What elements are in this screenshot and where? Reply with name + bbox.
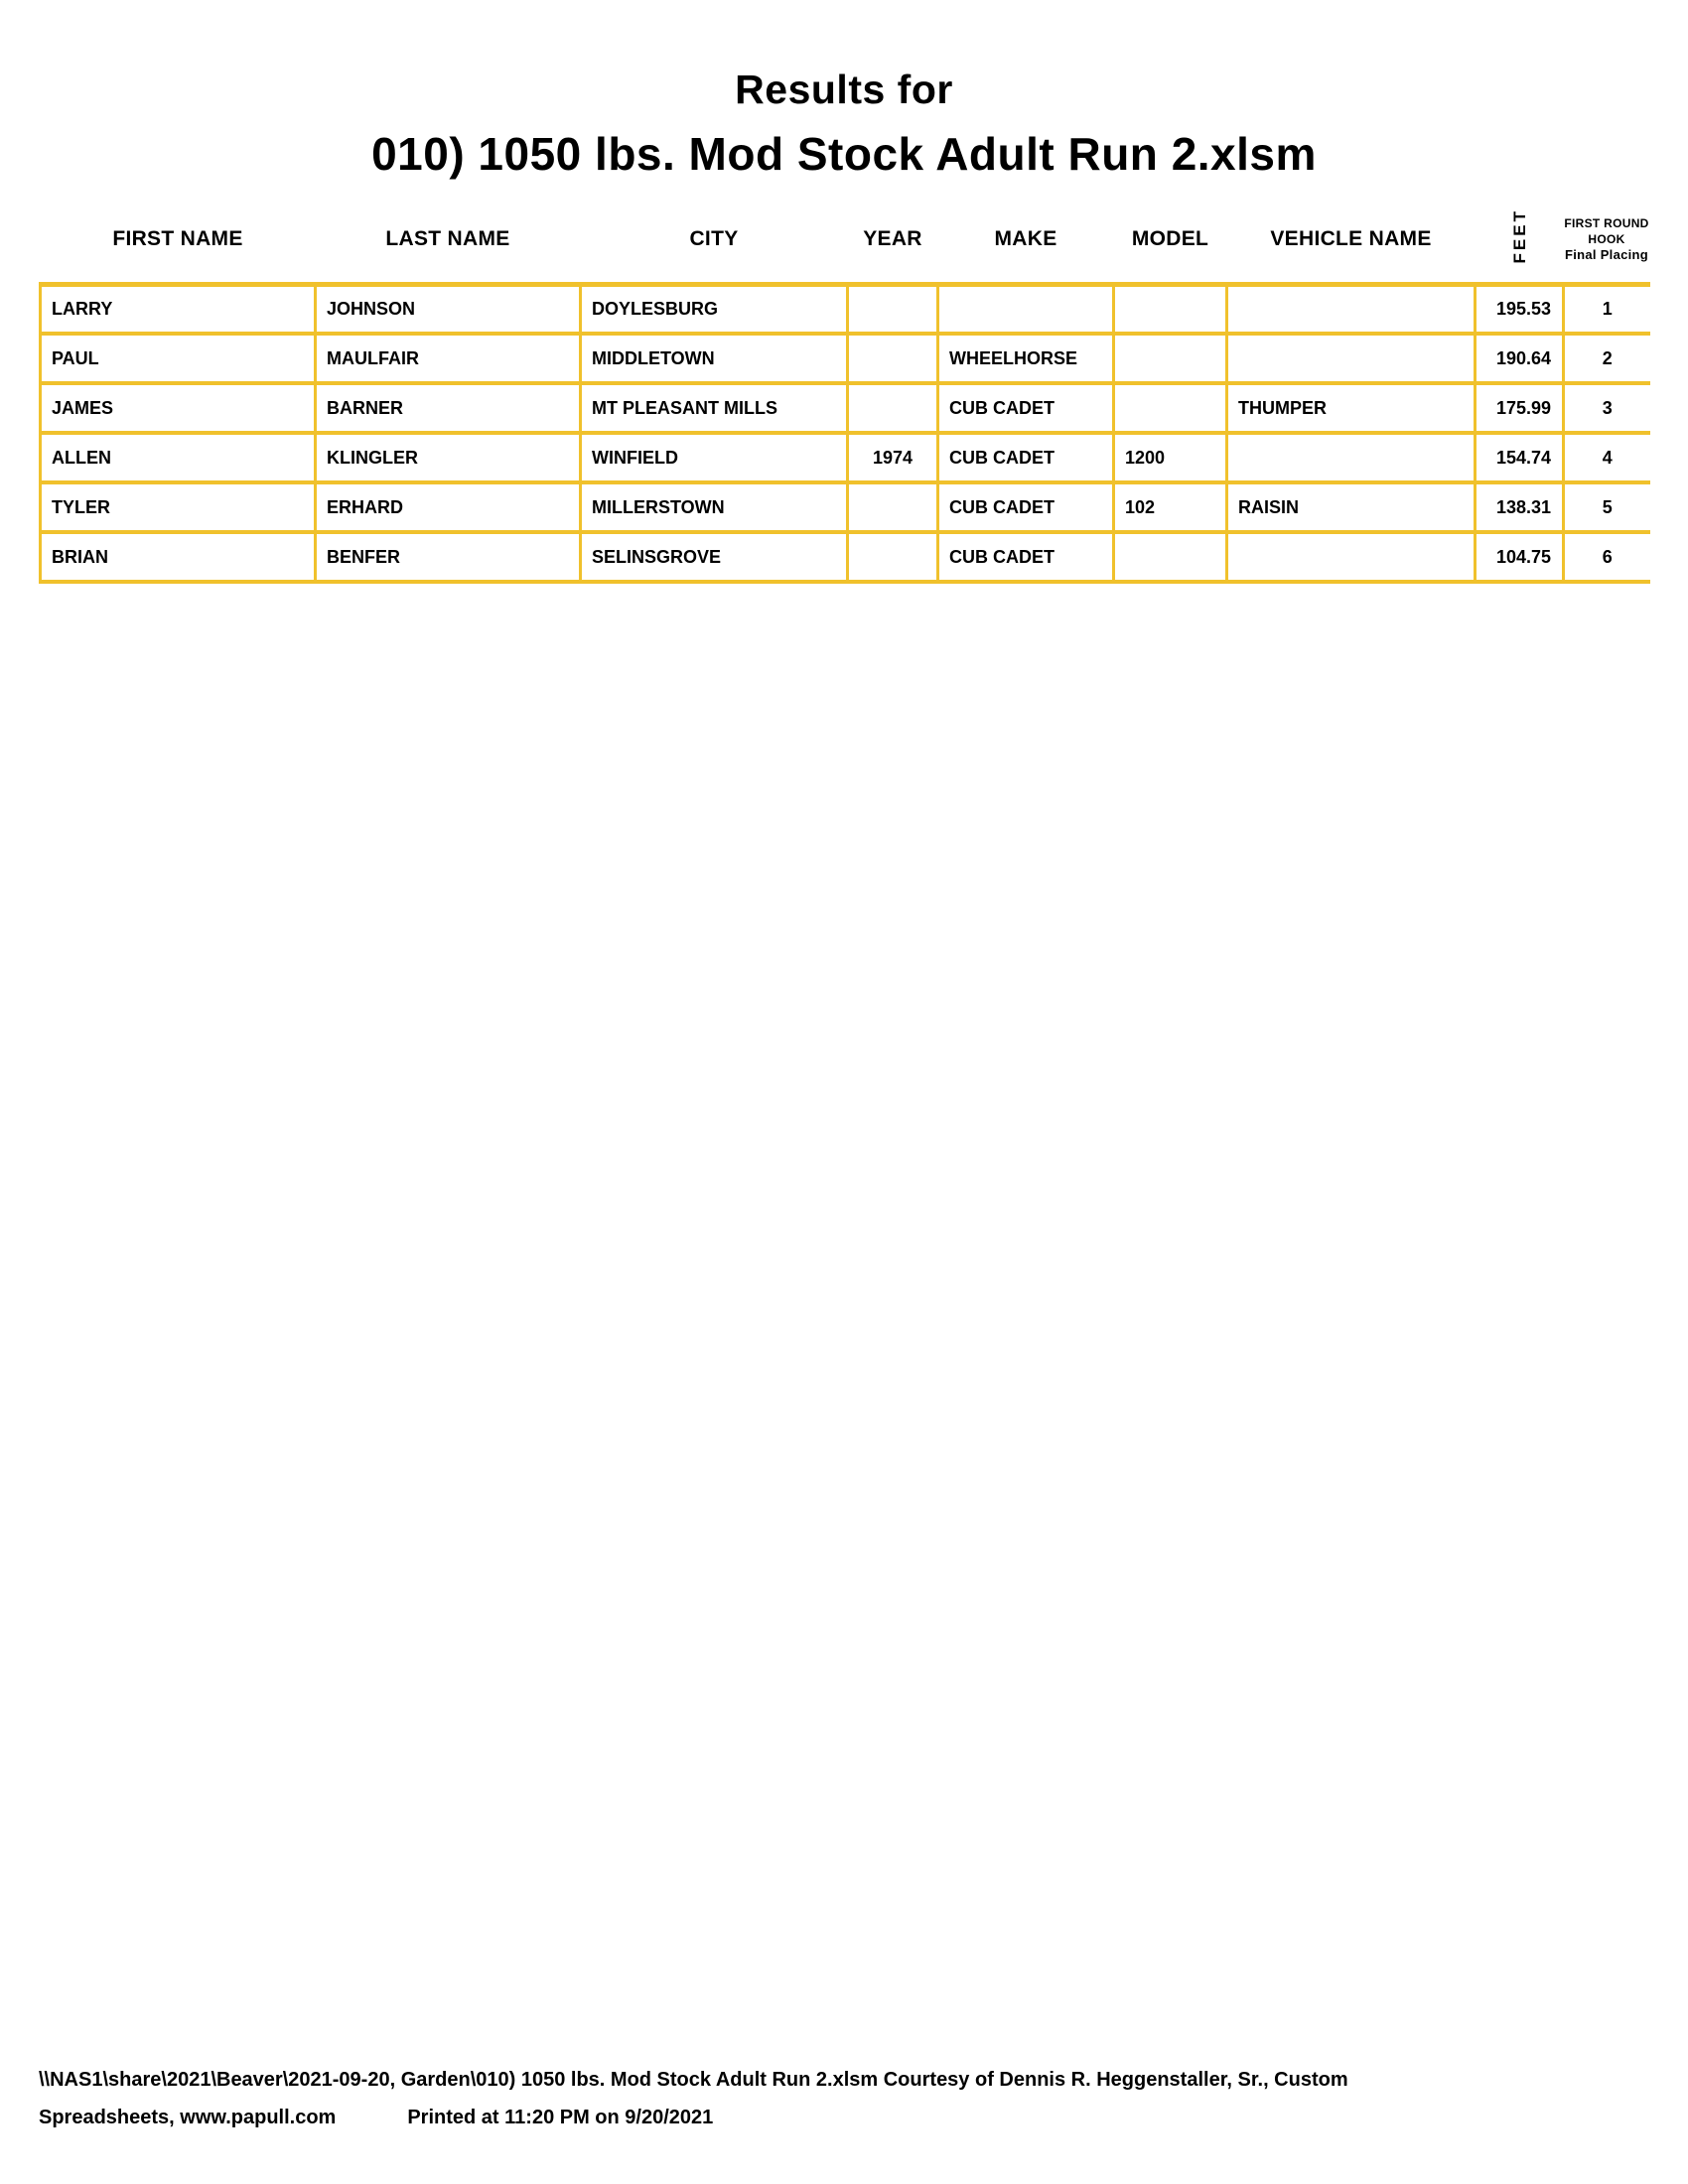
- report-header: [0, 0, 1688, 179]
- cell-feet: 104.75: [1476, 532, 1564, 582]
- cell-placing: 1: [1564, 284, 1650, 334]
- cell-first-name: TYLER: [41, 482, 316, 532]
- cell-model: 1200: [1114, 433, 1227, 482]
- cell-model: [1114, 284, 1227, 334]
- placing-header-line2: HOOK: [1588, 231, 1625, 246]
- cell-make: CUB CADET: [938, 532, 1114, 582]
- results-table: [39, 197, 1650, 584]
- cell-vehicle-name: RAISIN: [1227, 482, 1476, 532]
- table-row: [41, 532, 1650, 582]
- cell-make: CUB CADET: [938, 383, 1114, 433]
- cell-first-name: ALLEN: [41, 433, 316, 482]
- cell-placing: 4: [1564, 433, 1650, 482]
- table-row: [41, 284, 1650, 334]
- table-row: [41, 433, 1650, 482]
- cell-year: [848, 383, 938, 433]
- table-row: [41, 482, 1650, 532]
- header-row: [41, 197, 1650, 284]
- footer-filepath-line: \\NAS1\share\2021\Beaver\2021-09-20, Garden\010) 1050 lbs. Mod Stock Adult Run 2.xlsm Courtesy of Dennis R. Heggenstaller, Sr., Custom: [39, 2069, 1348, 2091]
- cell-feet: 154.74: [1476, 433, 1564, 482]
- cell-feet: 195.53: [1476, 284, 1564, 334]
- cell-year: 1974: [848, 433, 938, 482]
- header-first-name: FIRST NAME: [112, 226, 243, 250]
- cell-city: MIDDLETOWN: [581, 334, 848, 383]
- cell-model: 102: [1114, 482, 1227, 532]
- cell-placing: 5: [1564, 482, 1650, 532]
- footer-website-text: Spreadsheets, www.papull.com: [39, 2107, 337, 2128]
- cell-vehicle-name: [1227, 284, 1476, 334]
- cell-first-name: BRIAN: [41, 532, 316, 582]
- header-placing: [1564, 197, 1650, 284]
- header-year: YEAR: [863, 226, 922, 250]
- cell-feet: 175.99: [1476, 383, 1564, 433]
- cell-last-name: ERHARD: [316, 482, 581, 532]
- cell-vehicle-name: [1227, 334, 1476, 383]
- cell-city: MILLERSTOWN: [581, 482, 848, 532]
- placing-header-line1: FIRST ROUND: [1564, 215, 1649, 230]
- cell-last-name: BARNER: [316, 383, 581, 433]
- cell-year: [848, 334, 938, 383]
- cell-make: [938, 284, 1114, 334]
- page-title: Results for: [735, 67, 953, 112]
- cell-year: [848, 532, 938, 582]
- table-row: [41, 334, 1650, 383]
- cell-placing: 3: [1564, 383, 1650, 433]
- cell-last-name: MAULFAIR: [316, 334, 581, 383]
- header-model: MODEL: [1131, 226, 1209, 250]
- cell-make: CUB CADET: [938, 482, 1114, 532]
- cell-first-name: LARRY: [41, 284, 316, 334]
- cell-make: CUB CADET: [938, 433, 1114, 482]
- cell-vehicle-name: [1227, 532, 1476, 582]
- cell-feet: 138.31: [1476, 482, 1564, 532]
- cell-placing: 6: [1564, 532, 1650, 582]
- cell-model: [1114, 334, 1227, 383]
- header-last-name: LAST NAME: [385, 226, 510, 250]
- table-row: [41, 383, 1650, 433]
- cell-model: [1114, 383, 1227, 433]
- header-city: CITY: [689, 226, 739, 250]
- placing-header-block: [1564, 215, 1650, 263]
- cell-first-name: PAUL: [41, 334, 316, 383]
- cell-first-name: JAMES: [41, 383, 316, 433]
- cell-city: DOYLESBURG: [581, 284, 848, 334]
- cell-placing: 2: [1564, 334, 1650, 383]
- cell-vehicle-name: THUMPER: [1227, 383, 1476, 433]
- cell-model: [1114, 532, 1227, 582]
- cell-city: MT PLEASANT MILLS: [581, 383, 848, 433]
- cell-year: [848, 482, 938, 532]
- cell-last-name: BENFER: [316, 532, 581, 582]
- cell-year: [848, 284, 938, 334]
- report-filename-title: 010) 1050 lbs. Mod Stock Adult Run 2.xlsm: [371, 128, 1317, 180]
- placing-header-line3: Final Placing: [1564, 246, 1649, 262]
- report-footer: [39, 2061, 1667, 2136]
- cell-make: WHEELHORSE: [938, 334, 1114, 383]
- cell-city: WINFIELD: [581, 433, 848, 482]
- footer-second-line: [39, 2099, 1667, 2136]
- feet-vertical-label: FEET: [1509, 208, 1529, 264]
- cell-city: SELINSGROVE: [581, 532, 848, 582]
- footer-printed-timestamp: Printed at 11:20 PM on 9/20/2021: [407, 2107, 714, 2128]
- header-vehicle-name: VEHICLE NAME: [1270, 226, 1432, 250]
- header-feet: [1476, 197, 1564, 284]
- cell-feet: 190.64: [1476, 334, 1564, 383]
- cell-last-name: KLINGLER: [316, 433, 581, 482]
- cell-last-name: JOHNSON: [316, 284, 581, 334]
- cell-vehicle-name: [1227, 433, 1476, 482]
- header-make: MAKE: [994, 226, 1057, 250]
